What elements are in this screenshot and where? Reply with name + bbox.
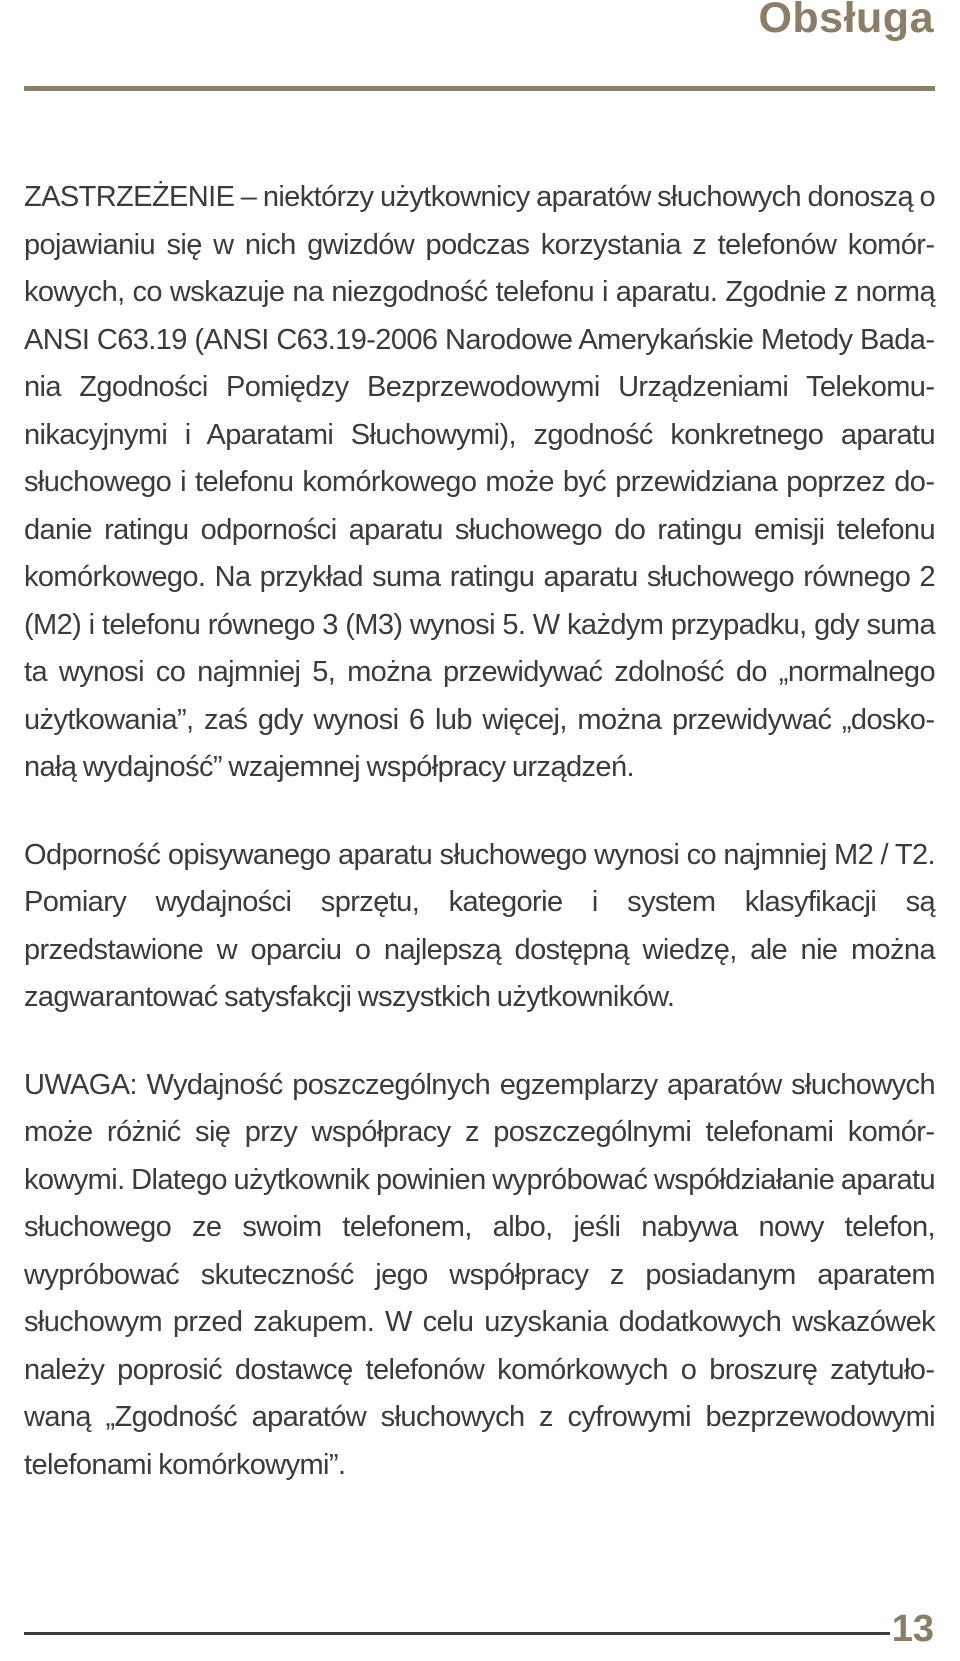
disclaimer-paragraph: ZASTRZEŻENIE – niektórzy użytkownicy aparatów słuchowych donoszą o pojawianiu się w nich gwizdów podczas korzystania z telefonów komórkowych, co wskazuje na niezgodność telefonu i aparatu. Zgodnie z normą ANSI C63.19 (ANSI C63.19-2006 Narodowe Amerykańskie Metody Badania Zgodności Pomiędzy Bezprzewodowymi Urządzeniami Telekomunikacyjnymi i Aparatami Słuchowymi), zgodność konkretnego aparatu słuchowego i telefonu komórkowego może być przewidziana poprzez dodanie ratingu odporności aparatu słuchowego do ratingu emisji telefonu komórkowego. Na przykład suma ratingu aparatu słuchowego równego 2 (M2) i telefonu równego 3 (M3) wynosi 5. W każdym przypadku, gdy suma ta wynosi co najmniej 5, można przewidywać zdolność do „normalnego użytkowania”, zaś gdy wynosi 6 lub więcej, można przewidywać „doskonałą wydajność” wzajemnej współpracy urządzeń. [24, 181, 935, 783]
header-divider [24, 86, 935, 91]
note-paragraph: UWAGA: Wydajność poszczególnych egzemplarzy aparatów słuchowych może różnić się przy współpracy z poszczególnymi telefonami komórkowymi. Dlatego użytkownik powinien wypróbować współdziałanie aparatu słuchowego ze swoim telefonem, albo, jeśli nabywa nowy telefon, wypróbować skuteczność jego współpracy z posiadanym aparatem słuchowym przed zakupem. W celu uzyskania dodatkowych wskazówek należy poprosić dostawcę telefonów komórkowych o broszurę zatytułowaną „Zgodność aparatów słuchowych z cyfrowymi bezprzewodowymi telefonami komórkowymi”. [24, 1068, 935, 1481]
immunity-paragraph: Odporność opisywanego aparatu słuchowego wynosi co najmniej M2 / T2. Pomiary wydajności sprzętu, kategorie i system klasyfikacji są przedstawione w oparciu o najlepszą dostępną wiedzę, ale nie można zagwarantować satysfakcji wszystkich użytkowników. [24, 838, 935, 1013]
page-number: 13 [891, 1608, 934, 1650]
section-title: Obsługa [758, 0, 934, 42]
footer-divider [24, 1632, 890, 1635]
page-content [24, 174, 935, 1489]
